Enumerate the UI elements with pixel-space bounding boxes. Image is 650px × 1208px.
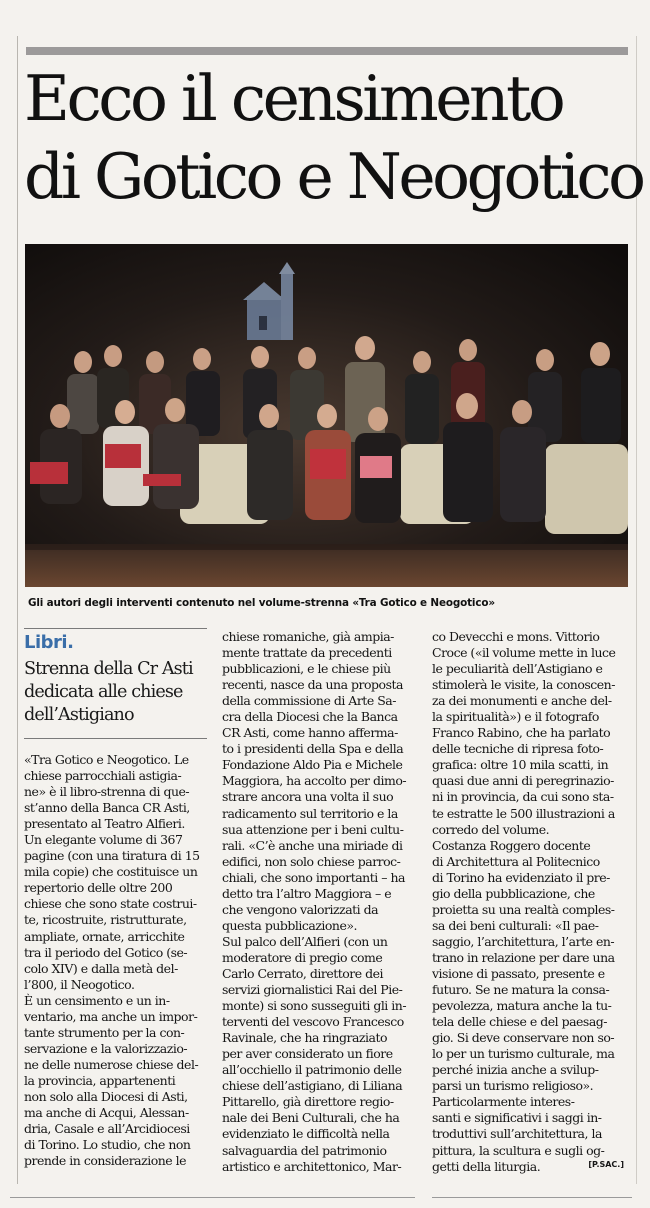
- article-text-line: stimolerà le visite, la conoscen-: [432, 677, 615, 693]
- article-text-line: presentato al Teatro Alfieri.: [24, 816, 185, 832]
- subheadline-line: dedicata alle chiese: [24, 682, 183, 702]
- article-text-line: parsi un turismo religioso».: [432, 1078, 594, 1094]
- article-text-line: quasi due anni di peregrinazio-: [432, 773, 614, 789]
- article-text-line: evidenziato le difficoltà nella: [222, 1126, 390, 1142]
- article-text-line: di Torino ha evidenziato il pre-: [432, 869, 610, 885]
- article-text-line: pagine (con una tiratura di 15: [24, 848, 200, 864]
- article-text-line: corredo del volume.: [432, 821, 550, 837]
- article-text-line: terventi del vescovo Francesco: [222, 1014, 404, 1030]
- article-text-line: monte) si sono susseguiti gli in-: [222, 998, 407, 1014]
- article-text-line: ampliate, ornate, arricchite: [24, 928, 185, 944]
- article-text-line: ne» è il libro-strenna di que-: [24, 784, 190, 800]
- article-text-line: perché inizia anche a svilup-: [432, 1062, 599, 1078]
- article-text-line: ventario, ma anche un impor-: [24, 1008, 198, 1024]
- article-text-line: colo XIV) e dalla metà del-: [24, 960, 178, 976]
- article-text-line: Ravinale, che ha ringraziato: [222, 1030, 387, 1046]
- article-text-line: Maggiora, ha accolto per dimo-: [222, 773, 407, 789]
- group-photo: [25, 244, 628, 587]
- article-text-line: la provincia, appartenenti: [24, 1072, 176, 1088]
- article-text-line: troduttivi sull’architettura, la: [432, 1126, 602, 1142]
- article-text-line: za dei monumenti e anche del-: [432, 693, 612, 709]
- article-text-line: servazione e la valorizzazio-: [24, 1040, 188, 1056]
- article-text-line: santi e significativi i saggi in-: [432, 1110, 602, 1126]
- article-text-line: CR Asti, come hanno afferma-: [222, 725, 398, 741]
- subheadline-line: Strenna della Cr Asti: [24, 659, 193, 679]
- article-text-line: mente trattate da precedenti: [222, 645, 392, 661]
- article-text-line: grafica: oltre 10 mila scatti, in: [432, 757, 609, 773]
- article-text-line: proietta su una realtà comples-: [432, 901, 615, 917]
- article-text-line: le peculiarità dell’Astigiano e: [432, 661, 603, 677]
- subhead-rule: [24, 738, 207, 739]
- photo-caption: Gli autori degli interventi contenuto nel volume-strenna «Tra Gotico e Neogotico»: [28, 597, 495, 609]
- article-text-line: di Architettura al Politecnico: [432, 853, 600, 869]
- article-text-line: Un elegante volume di 367: [24, 832, 183, 848]
- article-text-line: moderatore di pregio come: [222, 949, 383, 965]
- article-text-line: prende in considerazione le: [24, 1153, 187, 1169]
- article-text-line: Costanza Roggero docente: [432, 837, 591, 853]
- article-text-line: te estratte le 500 illustrazioni a: [432, 805, 615, 821]
- article-text-line: tela delle chiese e del paesag-: [432, 1014, 608, 1030]
- article-text-line: della commissione di Arte Sa-: [222, 693, 396, 709]
- article-text-line: all’occhiello il patrimonio delle: [222, 1062, 402, 1078]
- article-text-line: nale dei Beni Culturali, che ha: [222, 1110, 400, 1126]
- article-text-line: dria, Casale e all’Arcidiocesi: [24, 1121, 190, 1137]
- article-text-line: gio della pubblicazione, che: [432, 885, 595, 901]
- article-text-line: salvaguardia del patrimonio: [222, 1142, 387, 1158]
- article-text-line: per aver considerato un fiore: [222, 1046, 393, 1062]
- article-text-line: che vengono valorizzati da: [222, 901, 379, 917]
- article-text-line: sa dei beni culturali: «Il pae-: [432, 917, 599, 933]
- article-text-line: ma anche di Acqui, Alessan-: [24, 1105, 189, 1121]
- article-text-line: la spiritualità») e il fotografo: [432, 709, 599, 725]
- article-text-line: getti della liturgia.: [432, 1158, 541, 1174]
- article-text-line: tante strumento per la con-: [24, 1024, 185, 1040]
- article-text-line: co Devecchi e mons. Vittorio: [432, 629, 600, 644]
- article-text-line: to i presidenti della Spa e della: [222, 741, 404, 757]
- article-text-line: l’800, il Neogotico.: [24, 976, 135, 992]
- article-text-line: Franco Rabino, che ha parlato: [432, 725, 611, 741]
- article-text-line: Pittarello, già direttore regio-: [222, 1094, 394, 1110]
- headline-line-1: Ecco il censimento: [24, 62, 563, 135]
- article-text-line: Particolarmente interes-: [432, 1094, 575, 1110]
- article-text-line: visione di passato, presente e: [432, 965, 605, 981]
- article-text-line: radicamento sul territorio e la: [222, 805, 398, 821]
- article-text-line: È un censimento e un in-: [24, 992, 170, 1008]
- article-text-line: ni in provincia, da cui sono sta-: [432, 789, 614, 805]
- article-text-line: chiese dell’astigiano, di Liliana: [222, 1078, 403, 1094]
- article-column-3: [432, 629, 628, 1175]
- group-photo-image: [25, 244, 628, 587]
- top-rule: [26, 47, 628, 55]
- article-text-line: chiese romaniche, già ampia-: [222, 629, 394, 644]
- article-text-line: pubblicazioni, e le chiese più: [222, 661, 391, 677]
- article-text-line: saggio, l’architettura, l’arte en-: [432, 933, 615, 949]
- article-text-line: «Tra Gotico e Neogotico. Le: [24, 752, 189, 767]
- bottom-rule-left: [10, 1197, 415, 1198]
- section-kicker: Libri.: [24, 632, 74, 653]
- article-text-line: artistico e architettonico, Mar-: [222, 1158, 402, 1174]
- author-signature: [P.SAC.]: [588, 1159, 624, 1169]
- article-text-line: sua attenzione per i beni cultu-: [222, 821, 404, 837]
- headline: [24, 60, 643, 216]
- article-text-line: edifici, non solo chiese parroc-: [222, 853, 401, 869]
- article-text-line: chiese parrocchiali astigia-: [24, 768, 182, 784]
- bottom-rule-right: [432, 1197, 632, 1198]
- article-text-line: Fondazione Aldo Pia e Michele: [222, 757, 403, 773]
- kicker-rule: [24, 628, 207, 629]
- article-text-line: chiali, che sono importanti – ha: [222, 869, 405, 885]
- article-column-2: [222, 629, 416, 1175]
- article-text-line: non solo alla Diocesi di Asti,: [24, 1088, 188, 1104]
- subheadline: [24, 658, 214, 727]
- article-text-line: Croce («il volume mette in luce: [432, 645, 616, 661]
- article-text-line: delle tecniche di ripresa foto-: [432, 741, 604, 757]
- article-text-line: te, ricostruite, ristrutturate,: [24, 912, 187, 928]
- article-text-line: Sul palco dell’Alfieri (con un: [222, 933, 388, 949]
- article-text-line: chiese che sono state costrui-: [24, 896, 197, 912]
- article-text-line: strare ancora una volta il suo: [222, 789, 394, 805]
- article-text-line: trano in relazione per dare una: [432, 949, 615, 965]
- article-text-line: pittura, la scultura e sugli og-: [432, 1142, 605, 1158]
- article-text-line: mila copie) che costituisce un: [24, 864, 198, 880]
- article-text-line: cra della Diocesi che la Banca: [222, 709, 398, 725]
- article-text-line: repertorio delle oltre 200: [24, 880, 173, 896]
- article-text-line: detto tra l’altro Maggiora – e: [222, 885, 392, 901]
- article-text-line: recenti, nasce da una proposta: [222, 677, 403, 693]
- article-text-line: futuro. Se ne matura la consa-: [432, 982, 610, 998]
- article-text-line: pevolezza, matura anche la tu-: [432, 998, 612, 1014]
- subheadline-line: dell’Astigiano: [24, 705, 134, 725]
- article-text-line: st’anno della Banca CR Asti,: [24, 800, 190, 816]
- article-text-line: tra il periodo del Gotico (se-: [24, 944, 188, 960]
- article-text-line: di Torino. Lo studio, che non: [24, 1137, 191, 1153]
- article-text-line: ne delle numerose chiese del-: [24, 1056, 199, 1072]
- article-text-line: lo per un turismo culturale, ma: [432, 1046, 615, 1062]
- article-column-1: [24, 752, 207, 1169]
- article-text-line: rali. «C’è anche una miriade di: [222, 837, 403, 853]
- article-text-line: Carlo Cerrato, direttore dei: [222, 965, 384, 981]
- article-text-line: servizi giornalistici Rai del Pie-: [222, 982, 403, 998]
- article-text-line: gio. Si deve conservare non so-: [432, 1030, 615, 1046]
- headline-line-2: di Gotico e Neogotico: [24, 140, 643, 213]
- article-text-line: questa pubblicazione».: [222, 917, 357, 933]
